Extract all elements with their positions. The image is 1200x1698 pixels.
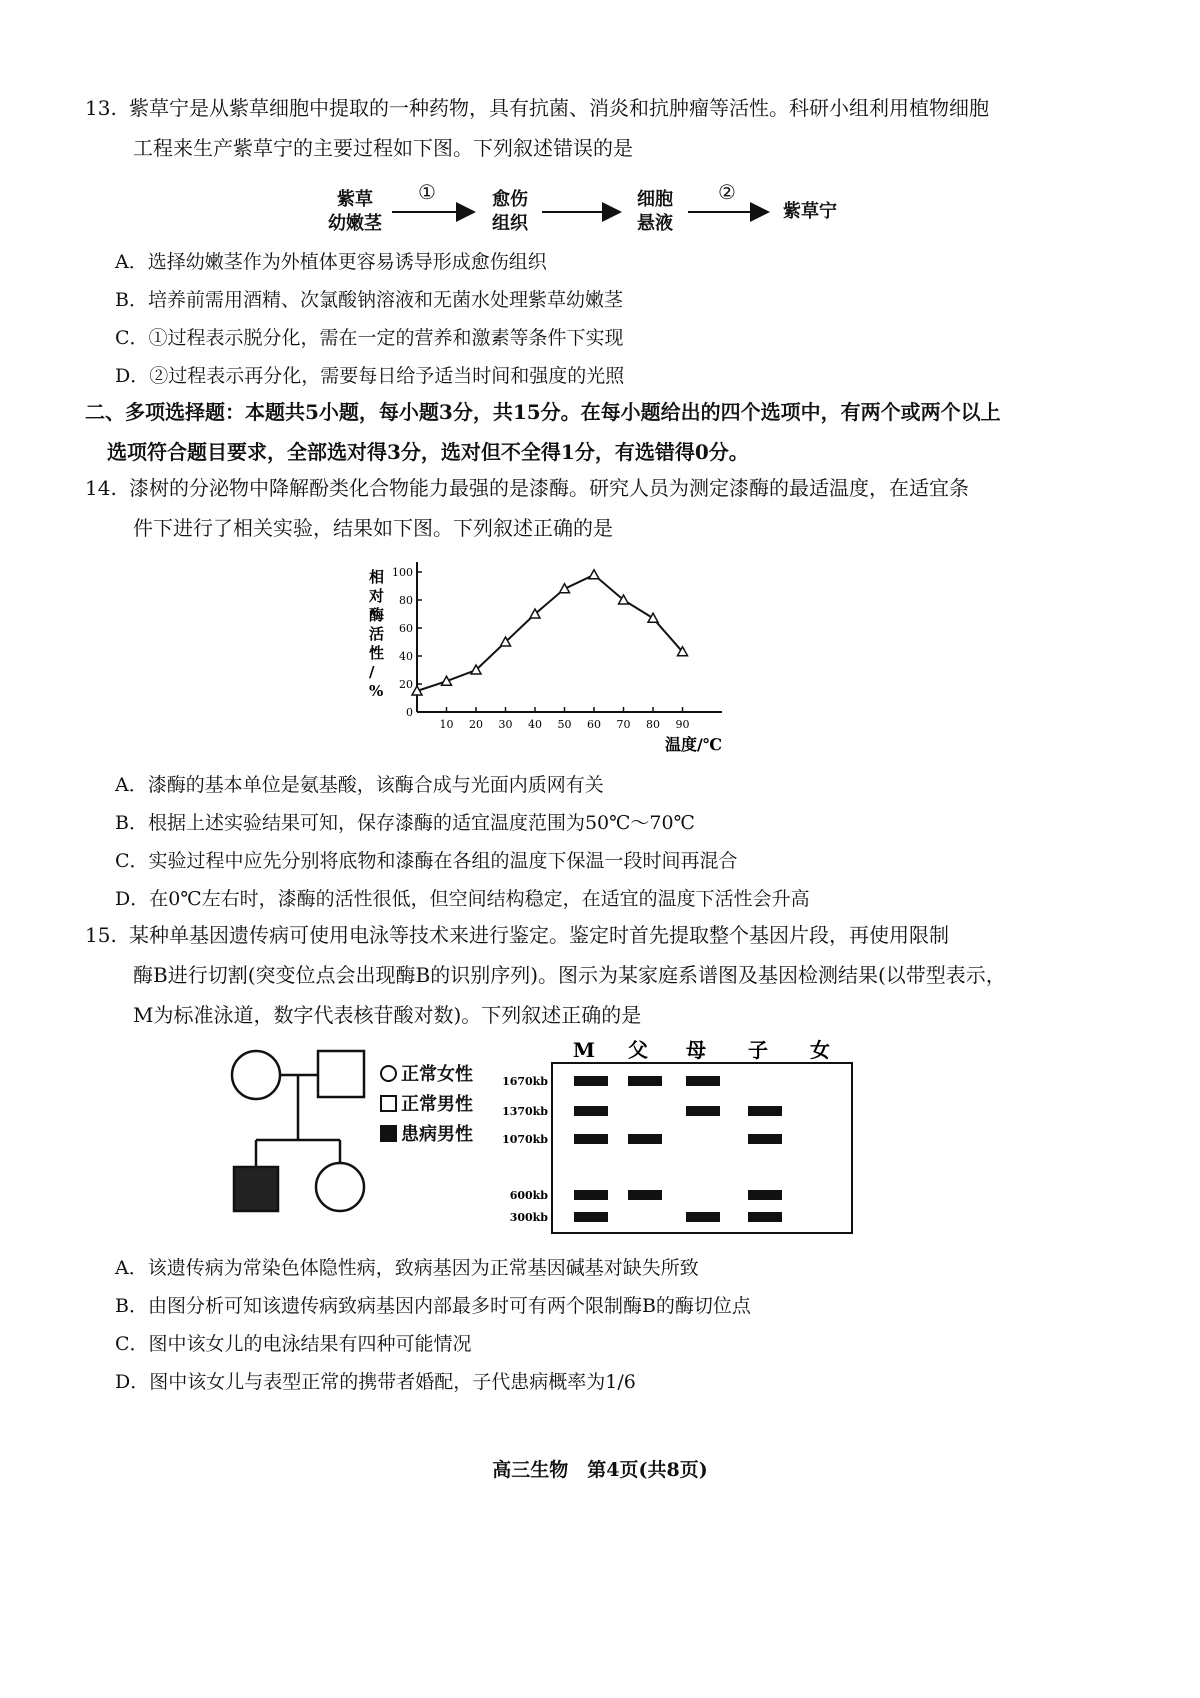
q14-option-a: A．漆酶的基本单位是氨基酸，该酶合成与光面内质网有关 xyxy=(115,774,604,796)
lane-label: 女 xyxy=(810,1038,830,1062)
pedigree-legend xyxy=(380,1060,490,1150)
x-tick-label: 50 xyxy=(557,718,572,731)
x-tick-label: 90 xyxy=(675,718,690,731)
flow-node-stem: 紫草 幼嫩茎 xyxy=(328,189,382,234)
y-tick-label: 20 xyxy=(399,678,413,691)
gel-band xyxy=(686,1076,720,1086)
pedigree-mother xyxy=(232,1051,280,1099)
band-size-label: 1070kb xyxy=(502,1133,548,1146)
gel-band xyxy=(748,1190,782,1200)
legend-normal-male: 正常男性 xyxy=(380,1090,473,1116)
q14-line1: 漆树的分泌物中降解酚类化合物能力最强的是漆酶。研究人员为测定漆酶的最适温度，在适宜条 xyxy=(129,476,969,500)
flow-node-shikonin: 紫草宁 xyxy=(783,201,837,222)
gel-band xyxy=(748,1212,782,1222)
gel-electrophoresis xyxy=(490,1035,870,1240)
y-tick-label: 40 xyxy=(399,650,413,663)
filled-square-icon xyxy=(380,1125,397,1142)
x-tick-label: 10 xyxy=(439,718,454,731)
flow-node-suspension: 细胞 悬液 xyxy=(637,189,673,234)
lane-label: 父 xyxy=(628,1038,648,1062)
gel-svg xyxy=(490,1035,870,1240)
gel-band xyxy=(628,1190,662,1200)
q15-number: 15. xyxy=(85,923,117,947)
x-axis-label: 温度/℃ xyxy=(664,735,722,754)
q15-option-a: A．该遗传病为常染色体隐性病，致病基因为正常基因碱基对缺失所致 xyxy=(115,1257,699,1279)
gel-band xyxy=(686,1106,720,1116)
gel-band xyxy=(628,1076,662,1086)
section-2-header xyxy=(85,392,1145,472)
gel-band xyxy=(574,1212,608,1222)
data-point xyxy=(648,613,658,622)
q13-line2: 工程来生产紫草宁的主要过程如下图。下列叙述错误的是 xyxy=(133,136,633,160)
data-point xyxy=(560,584,570,593)
q14-option-c: C．实验过程中应先分别将底物和漆酶在各组的温度下保温一段时间再混合 xyxy=(115,850,738,872)
pedigree-affected-son xyxy=(234,1167,278,1211)
lane-label: 母 xyxy=(686,1038,706,1062)
q15-option-c: C．图中该女儿的电泳结果有四种可能情况 xyxy=(115,1333,472,1355)
q13-option-a: A．选择幼嫩茎作为外植体更容易诱导形成愈伤组织 xyxy=(115,251,547,273)
band-size-label: 1670kb xyxy=(502,1075,548,1088)
q15-option-b: B．由图分析可知该遗传病致病基因内部最多时可有两个限制酶B的酶切位点 xyxy=(115,1295,751,1317)
gel-band xyxy=(628,1134,662,1144)
q13-number: 13. xyxy=(85,96,117,120)
gel-band xyxy=(574,1106,608,1116)
q13-flow-diagram xyxy=(320,180,920,250)
gel-band xyxy=(686,1212,720,1222)
pedigree-daughter xyxy=(316,1163,364,1211)
x-tick-label: 30 xyxy=(498,718,513,731)
lane-label: 子 xyxy=(748,1038,768,1062)
q13-option-c: C．①过程表示脱分化，需在一定的营养和激素等条件下实现 xyxy=(115,327,624,349)
y-axis-label: 相对酶活性/ % xyxy=(369,568,385,700)
q14-option-d: D．在0℃左右时，漆酶的活性很低，但空间结构稳定，在适宜的温度下活性会升高 xyxy=(115,888,810,910)
q14-number: 14. xyxy=(85,476,117,500)
flow-arrows xyxy=(320,180,920,250)
legend-affected-male: 患病男性 xyxy=(380,1120,473,1146)
band-size-label: 300kb xyxy=(509,1211,548,1224)
flow-step-2: ② xyxy=(718,180,736,204)
square-icon xyxy=(380,1095,397,1112)
lane-label: M xyxy=(572,1038,596,1062)
gel-band xyxy=(748,1106,782,1116)
gel-frame xyxy=(552,1063,852,1233)
y-tick-label: 0 xyxy=(406,706,413,719)
y-tick-label: 60 xyxy=(399,622,413,635)
q13-option-d: D．②过程表示再分化，需要每日给予适当时间和强度的光照 xyxy=(115,365,625,387)
circle-icon xyxy=(380,1065,397,1082)
x-tick-label: 20 xyxy=(469,718,483,731)
q13-option-b: B．培养前需用酒精、次氯酸钠溶液和无菌水处理紫草幼嫩茎 xyxy=(115,289,623,311)
q15-line3: M为标准泳道，数字代表核苷酸对数)。下列叙述正确的是 xyxy=(133,1003,642,1027)
section-2-line2: 选项符合题目要求，全部选对得3分，选对但不全得1分，有选错得0分。 xyxy=(107,440,749,464)
band-size-label: 600kb xyxy=(509,1189,548,1202)
q14-option-b: B．根据上述实验结果可知，保存漆酶的适宜温度范围为50℃～70℃ xyxy=(115,812,695,834)
q14-chart xyxy=(355,560,755,770)
flow-node-callus: 愈伤 组织 xyxy=(492,189,528,234)
y-tick-label: 80 xyxy=(399,594,413,607)
y-tick-label: 100 xyxy=(392,566,413,579)
q13-stem xyxy=(85,88,1125,168)
flow-step-1: ① xyxy=(418,180,436,204)
page-footer: 高三生物 第4页(共8页) xyxy=(492,1459,708,1481)
data-point xyxy=(589,570,599,579)
gel-band xyxy=(748,1134,782,1144)
enzyme-activity-chart xyxy=(355,560,755,770)
gel-band xyxy=(574,1076,608,1086)
q15-line2: 酶B进行切割(突变位点会出现酶B的识别序列)。图示为某家庭系谱图及基因检测结果(以带型表示， xyxy=(133,963,1006,987)
gel-band xyxy=(574,1134,608,1144)
gel-band xyxy=(574,1190,608,1200)
q13-line1: 紫草宁是从紫草细胞中提取的一种药物，具有抗菌、消炎和抗肿瘤等活性。科研小组利用植物细胞 xyxy=(129,96,989,120)
pedigree-father xyxy=(318,1051,364,1097)
section-2-line1: 二、多项选择题：本题共5小题，每小题3分，共15分。在每小题给出的四个选项中，有两个或两个以上 xyxy=(85,400,1001,424)
q14-line2: 件下进行了相关实验，结果如下图。下列叙述正确的是 xyxy=(133,516,613,540)
q14-stem xyxy=(85,468,1125,548)
band-size-label: 1370kb xyxy=(502,1105,548,1118)
x-tick-label: 70 xyxy=(616,718,631,731)
x-tick-label: 60 xyxy=(587,718,601,731)
x-tick-label: 80 xyxy=(646,718,660,731)
series-line xyxy=(417,575,683,691)
legend-normal-female: 正常女性 xyxy=(380,1060,473,1086)
q15-option-d: D．图中该女儿与表型正常的携带者婚配，子代患病概率为1/6 xyxy=(115,1371,636,1393)
pedigree-chart xyxy=(230,1045,370,1225)
x-tick-label: 40 xyxy=(528,718,542,731)
q15-stem xyxy=(85,915,1125,1035)
q15-line1: 某种单基因遗传病可使用电泳等技术来进行鉴定。鉴定时首先提取整个基因片段，再使用限制 xyxy=(129,923,949,947)
